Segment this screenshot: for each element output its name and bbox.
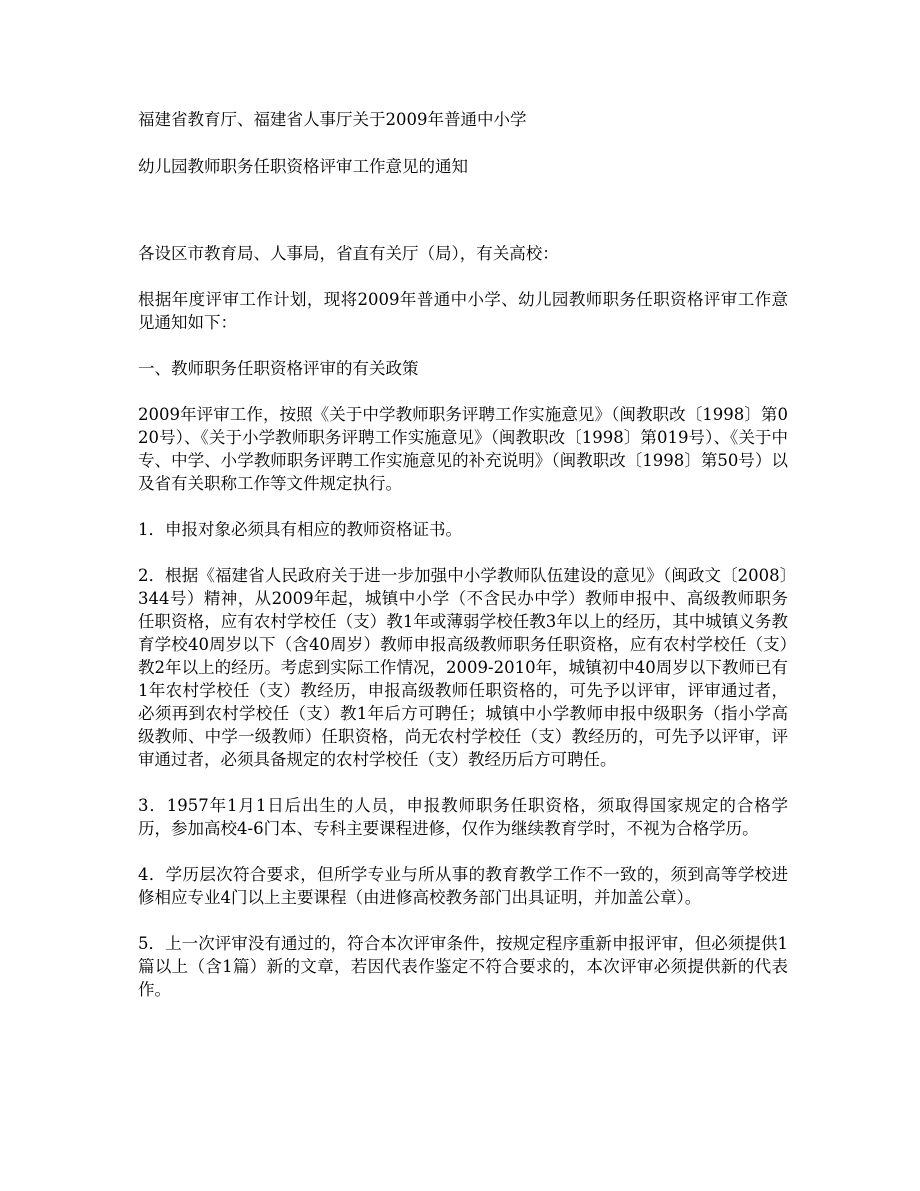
section-heading: 一、教师职务任职资格评审的有关政策 — [138, 359, 419, 378]
list-item: 4．学历层次符合要求，但所学专业与所从事的教育教学工作不一致的，须到高等学校进修相应专业4门以上主要课程（由进修高校教务部门出具证明，并加盖公章）。 — [138, 865, 788, 907]
greeting-line: 各设区市教育局、人事局，省直有关厅（局），有关高校： — [138, 244, 559, 263]
document-title-line-2: 幼儿园教师职务任职资格评审工作意见的通知 — [138, 157, 468, 176]
list-item: 5．上一次评审没有通过的，符合本次评审条件，按规定程序重新申报评审，但必须提供1篇以上（含1篇）新的文章，若因代表作鉴定不符合要求的，本次评审必须提供新的代表作。 — [138, 934, 788, 999]
intro-paragraph: 根据年度评审工作计划，现将2009年普通中小学、幼儿园教师职务任职资格评审工作意见通知如下： — [138, 290, 788, 332]
document-page — [138, 100, 788, 1001]
list-item: 3．1957年1月1日后出生的人员，申报教师职务任职资格，须取得国家规定的合格学历，参加高校4-6门本、专科主要课程进修，仅作为继续教育学时，不视为合格学历。 — [138, 796, 788, 838]
section-body-paragraph: 2009年评审工作，按照《关于中学教师职务评聘工作实施意见》（闽教职改〔1998〕第020号）、《关于小学教师职务评聘工作实施意见》（闽教职改〔1998〕第019号）、《关于中专、中学、小学教师职务评聘工作实施意见的补充说明》（闽教职改〔1998〕第50号）以及省有关职称工作等文件规定执行。 — [138, 405, 788, 493]
list-item: 1．申报对象必须具有相应的教师资格证书。 — [138, 520, 462, 539]
document-title-line-1: 福建省教育厅、福建省人事厅关于2009年普通中小学 — [138, 110, 527, 129]
list-item: 2．根据《福建省人民政府关于进一步加强中小学教师队伍建设的意见》（闽政文〔2008〕344号）精神，从2009年起，城镇中小学（不含民办中学）教师申报中、高级教师职务任职资格，应有农村学校任（支）教1年或薄弱学校任教3年以上的经历，其中城镇义务教育学校40周岁以下（含40周岁）教师申报高级教师职务任职资格，应有农村学校任（支）教2年以上的经历。考虑到实际工作情况，2009-2010年，城镇初中40周岁以下教师已有1年农村学校任（支）教经历，申报高级教师任职资格的，可先予以评审，评审通过者，必须再到农村学校任（支）教1年后方可聘任；城镇中小学教师申报中级职务（指小学高级教师、中学一级教师）任职资格，尚无农村学校任（支）教经历的，可先予以评审，评审通过者，必须具备规定的农村学校任（支）教经历后方可聘任。 — [138, 566, 788, 769]
